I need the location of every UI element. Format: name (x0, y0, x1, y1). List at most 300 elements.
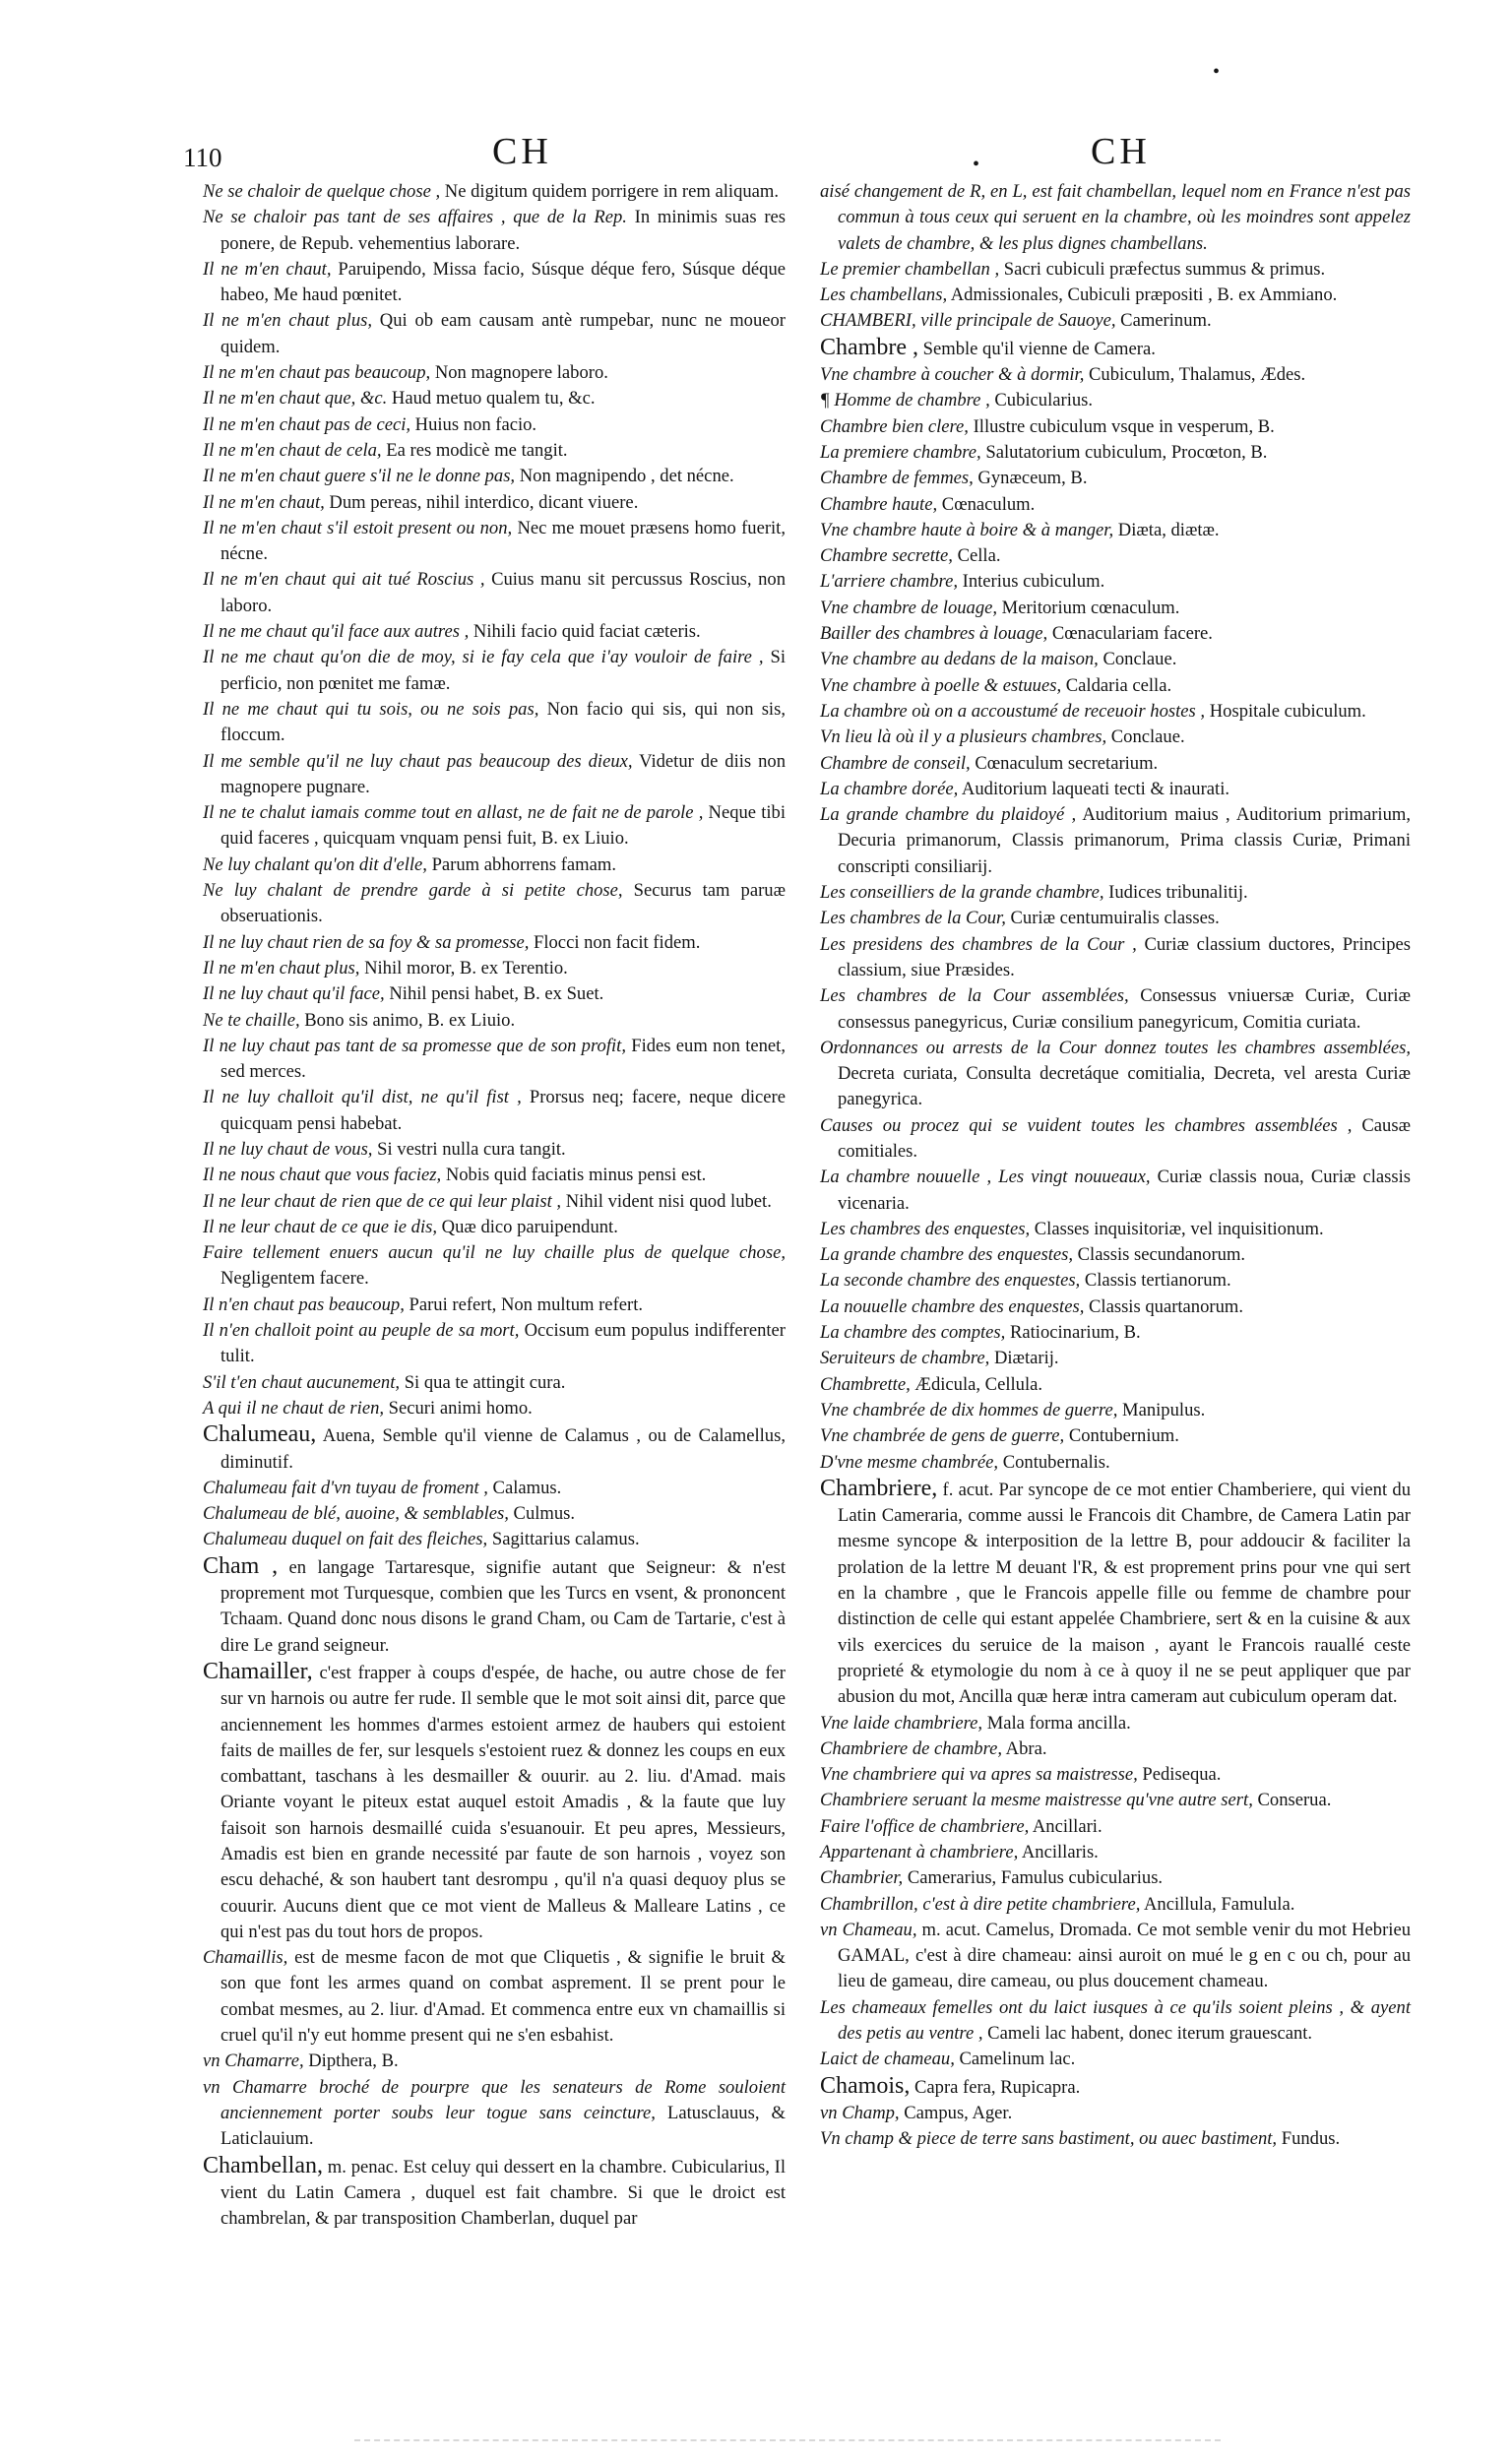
entry-translation: Prorsus neq; facere, neque dicere quicquam pensi habebat. (220, 1087, 786, 1134)
entry-headword: Laict de chameau, (820, 2049, 955, 2070)
entry-translation: Conclaue. (1106, 726, 1185, 748)
dictionary-entry (203, 1476, 786, 1501)
entry-translation: Classis quartanorum. (1084, 1295, 1244, 1317)
dictionary-entry (203, 1318, 786, 1370)
entry-headword: Chalumeau, (203, 1421, 317, 1448)
entry-translation: aisé changement de R, en L, est fait chambellan, lequel nom en France n'est pas commun à tous ceux qui seruent en la chambre, où les moindres sont appelez valets de chambre, & les plus dignes chambellans. (820, 181, 1411, 254)
dictionary-entry (203, 205, 786, 257)
entry-headword: Chalumeau duquel on fait des fleiches, (203, 1529, 488, 1550)
entry-headword: Chambriere, (820, 1475, 938, 1501)
dictionary-entry (203, 800, 786, 852)
entry-translation: Nihil moror, B. ex Terentio. (359, 957, 568, 978)
dictionary-entry (203, 981, 786, 1007)
entry-translation: c'est frapper à coups d'espée, de hache, ou autre chose de fer sur vn harnois ou autre fer rude. Il semble que le mot soit ainsi dit, parce que anciennement les hommes d'armes estoient armez de haubers qui estoient faits de mailles de fer, sur lesquels s'estoient ruez & donnez les coups en eux combattant, taschans à les desmailler & ouurir. au 2. liu. d'Amad. mais Oriante voyant le piteux estat auquel estoit Amadis , & la faute que luy faisoit son harnois desmaillé cuida s'esuanouir. Et peu apres, Messieurs, Amadis est bien en grande necessité par faute de son harnois , voyez son escu dehaché, & son haubert tant desrompu , qu'il n'a quasi dequoy plus se couurir. Aucuns dient que ce mot vient de Malleus & Malleare Latins , ce qui n'est pas du tout hors de propos. (220, 1662, 786, 1942)
entry-headword: ¶ Homme de chambre , (820, 390, 990, 411)
entry-translation: Cameli lac habent, donec iterum grauescant. (982, 2023, 1313, 2045)
entry-translation: f. acut. Par syncope de ce mot entier Chamberiere, qui vient du Latin Cameraria, comme aussi le Francois dit Chambre, de Camera Latin par mesme syncope & interposition de la lettre B, pour addoucir & faciliter la prolation de la lettre M deuant l'R, & est proprement prins pour vne qui sert en la chambre , que le Francois appelle fille ou femme de chambre pour distinction de celle qui estant appelée Chambriere, sert & en la cuisine & aux vils exercices du seruice de la maison , ayant le Francois rauallé ceste proprieté & etymologie du nom à ce à quoy il ne se peut appliquer que par abusion du mot, Ancilla quæ heræ intra cameram aut cubiculum operam dat. (838, 1479, 1411, 1708)
dictionary-entry (820, 440, 1411, 466)
entry-translation: est de mesme facon de mot que Cliquetis , & signifie le bruit & son que font les armes quand on combat asprement. Il se prent pour le combat mesmes, au 2. liur. d'Amad. Et commenca entre eux vn chamaillis si cruel qu'il n'y eut homme present qui ne s'en esbahist. (220, 1947, 786, 2047)
dictionary-entry (820, 1736, 1411, 1762)
dictionary-entry (203, 412, 786, 438)
entry-headword: Chambre , (820, 334, 918, 360)
entry-translation: Si vestri nulla cura tangit. (372, 1138, 566, 1160)
entry-translation: Neque tibi quid faceres , quicquam vnquam pensi fuit, B. ex Liuio. (220, 802, 786, 850)
entry-headword: Vne chambrée de dix hommes de guerre, (820, 1399, 1118, 1420)
entry-headword: Bailler des chambres à louage, (820, 623, 1048, 645)
entry-headword: Appartenant à chambriere, (820, 1842, 1019, 1862)
entry-headword: La grande chambre du plaidoyé , (820, 804, 1077, 826)
dictionary-entry (203, 1215, 786, 1240)
entry-translation: Abra. (1002, 1737, 1047, 1759)
entry-headword: Il ne m'en chaut pas de ceci, (203, 413, 411, 435)
entry-translation: m. acut. Camelus, Dromada. Ce mot semble venir du mot Hebrieu GAMAL, c'est à dire chameau: ainsi auroit on mué le g en c ou ch, pour au lieu de gameau, dire cameau, ou plus doucement chameau. (838, 1919, 1412, 1992)
dictionary-entry (820, 492, 1411, 518)
entry-translation: Ea res modicè me tangit. (381, 439, 568, 461)
entry-headword: Ordonnances ou arrests de la Cour donnez toutes les chambres assemblées, (820, 1037, 1411, 1058)
dictionary-entry (203, 1189, 786, 1215)
dictionary-entry (820, 466, 1411, 491)
entry-translation: Illustre cubiculum vsque in vesperum, B. (968, 415, 1275, 437)
entry-translation: Haud metuo qualem tu, &c. (387, 388, 596, 410)
entry-translation: Admissionales, Cubiculi præpositi , B. ex Ammiano. (947, 284, 1338, 306)
entry-translation: Cella. (952, 545, 1001, 567)
entry-headword: Ne te chaille, (203, 1009, 300, 1031)
dictionary-entry (203, 1659, 786, 1945)
dictionary-entry (820, 2047, 1411, 2072)
entry-translation: Semble qu'il vienne de Camera. (917, 338, 1156, 359)
entry-translation: Culmus. (508, 1503, 576, 1525)
entry-headword: Il ne luy chaut qu'il face, (203, 983, 385, 1005)
entry-translation: Curiæ classium ductores, Principes classium, siue Præsides. (838, 933, 1411, 980)
dictionary-entry (203, 878, 786, 930)
entry-translation: Decreta curiata, Consulta decretáque comitialia, Decreta, vel aresta Curiæ panegyrica. (838, 1063, 1411, 1110)
entry-translation: Diætarij. (989, 1348, 1059, 1369)
print-mark-top-right: • (1213, 61, 1221, 83)
entry-headword: Chambre de femmes, (820, 468, 974, 489)
dictionary-entry (203, 2075, 786, 2153)
entry-translation: Nihil vident nisi quod lubet. (561, 1190, 772, 1212)
dictionary-entry (820, 2073, 1411, 2101)
entry-headword: Il ne m'en chaut de cela, (203, 439, 382, 461)
dictionary-entry (203, 360, 786, 386)
dictionary-entry (820, 1711, 1411, 1736)
entry-headword: Il ne m'en chaut plus, (203, 310, 373, 332)
entry-translation: Campus, Ager. (899, 2102, 1013, 2123)
entry-headword: La nouuelle chambre des enquestes, (820, 1295, 1085, 1317)
dictionary-entry (203, 1370, 786, 1396)
entry-headword: Ne se chaloir pas tant de ses affaires , que de la Rep. (203, 207, 627, 228)
dictionary-entry (820, 308, 1411, 334)
dictionary-entry (820, 932, 1411, 984)
entry-headword: Il ne luy chaut de vous, (203, 1138, 373, 1160)
entry-headword: Vne chambrée de gens de guerre, (820, 1425, 1065, 1447)
entry-headword: Les chameaux femelles ont du laict iusques à ce qu'ils soient pleins , & ayent des petis au ventre , (820, 1996, 1411, 2045)
dictionary-entry (203, 1137, 786, 1163)
dictionary-entry (820, 2126, 1411, 2152)
dictionary-entry (820, 569, 1411, 595)
dictionary-entry (203, 1163, 786, 1188)
entry-headword: vn Chameau, (820, 1919, 917, 1940)
dictionary-entry (820, 1294, 1411, 1320)
entry-headword: Chamois, (820, 2072, 911, 2099)
entry-translation: Cœnaculum secretarium. (970, 752, 1159, 774)
entry-headword: Il ne m'en chaut pas beaucoup, (203, 362, 431, 384)
entry-headword: Chambrette, (820, 1373, 911, 1395)
entry-translation: Quæ dico paruipendunt. (437, 1216, 618, 1237)
entry-headword: Il ne luy chaut rien de sa foy & sa promesse, (203, 931, 530, 953)
dictionary-entry (820, 179, 1411, 257)
entry-translation: Videtur de diis non magnopere pugnare. (220, 750, 787, 797)
entry-headword: S'il t'en chaut aucunement, (203, 1371, 401, 1393)
entry-translation: m. penac. Est celuy qui dessert en la chambre. Cubicularius, Il vient du Latin Camera , duquel est fait chambre. Si que le droict est chambrelan, & par transposition Chamberlan, duquel par (220, 2156, 786, 2230)
dictionary-entry (203, 930, 786, 956)
dictionary-entry (820, 621, 1411, 647)
dictionary-entry (820, 1372, 1411, 1398)
dictionary-entry (820, 1165, 1411, 1217)
entry-translation: Ædicula, Cellula. (910, 1373, 1043, 1395)
dictionary-entry (820, 699, 1411, 725)
dictionary-entry (203, 1501, 786, 1527)
dictionary-entry (203, 490, 786, 516)
entry-translation: Nec me mouet præsens homo fuerit, nécne. (220, 517, 786, 565)
entry-translation: Si qua te attingit cura. (400, 1371, 566, 1393)
dictionary-entry (820, 1995, 1411, 2048)
dictionary-entry (203, 1240, 786, 1293)
entry-headword: Vne laide chambriere, (820, 1712, 983, 1734)
entry-translation: Occisum eum populus indifferenter tulit. (220, 1320, 786, 1367)
entry-translation: Ancillula, Famulula. (1140, 1893, 1295, 1915)
entry-headword: La grande chambre des enquestes, (820, 1244, 1073, 1266)
entry-translation: Capra fera, Rupicapra. (910, 2076, 1081, 2098)
dictionary-entry (820, 880, 1411, 906)
entry-translation: Negligentem facere. (220, 1268, 369, 1290)
entry-headword: L'arriere chambre, (820, 571, 958, 593)
entry-translation: Nihil pensi habet, B. ex Suet. (384, 983, 604, 1005)
entry-headword: Les chambellans, (820, 284, 948, 306)
entry-translation: Curiæ classis noua, Curiæ classis vicenaria. (838, 1167, 1411, 1214)
entry-headword: Chambre bien clere, (820, 415, 969, 437)
entry-headword: vn Chamarre broché de pourpre que les senateurs de Rome souloient anciennement porter soubs leur togue sans ceincture, (203, 2076, 786, 2123)
dictionary-entry (820, 283, 1411, 308)
entry-headword: vn Chamarre, (203, 2051, 304, 2072)
dictionary-entry (820, 725, 1411, 750)
entry-translation: Nobis quid faciatis minus pensi est. (441, 1165, 707, 1186)
entry-translation: Classis tertianorum. (1080, 1270, 1231, 1292)
entry-translation: Diæta, diætæ. (1113, 519, 1220, 540)
entry-headword: Chambre haute, (820, 493, 938, 515)
dictionary-entry (203, 2153, 786, 2233)
dictionary-entry (203, 1396, 786, 1421)
dictionary-entry (820, 1113, 1411, 1166)
dictionary-entry (820, 2101, 1411, 2126)
dictionary-entry (820, 1268, 1411, 1294)
dictionary-entry (203, 645, 786, 697)
entry-translation: Consessus vniuersæ Curiæ, Curiæ consessus panegyricus, Curiæ consilium panegyricum, Comitia curiata. (838, 985, 1411, 1033)
dictionary-entry (820, 906, 1411, 931)
page-number: 110 (183, 143, 222, 172)
entry-translation: Interius cubiculum. (957, 571, 1105, 593)
dictionary-entry (820, 1762, 1411, 1788)
dictionary-entry (203, 567, 786, 619)
dictionary-entry (203, 1527, 786, 1552)
dictionary-entry (203, 516, 786, 568)
entry-translation: Curiæ centumuiralis classes. (1005, 908, 1220, 929)
entry-headword: Causes ou procez qui se vuident toutes les chambres assemblées , (820, 1114, 1353, 1136)
entry-headword: Il ne me chaut qu'il face aux autres , (203, 621, 470, 643)
dictionary-entry (820, 1476, 1411, 1711)
dictionary-entry (820, 257, 1411, 283)
entry-translation: Contubernalis. (998, 1451, 1110, 1473)
entry-translation: Sacri cubiculi præfectus summus & primus. (999, 258, 1326, 280)
entry-headword: Il ne luy chaut pas tant de sa promesse que de son profit, (203, 1035, 626, 1056)
entry-headword: CHAMBERI, ville principale de Sauoye, (820, 310, 1116, 332)
entry-translation: Paruipendo, Missa facio, Súsque déque fero, Súsque déque habeo, Me haud pœnitet. (220, 258, 787, 306)
entry-headword: Les chambres des enquestes, (820, 1218, 1031, 1239)
entry-headword: Ne luy chalant de prendre garde à si petite chose, (203, 880, 623, 902)
dictionary-entry (820, 802, 1411, 880)
entry-translation: Cubicularius. (989, 390, 1094, 411)
dictionary-entry (203, 1293, 786, 1318)
entry-headword: La chambre des comptes, (820, 1322, 1006, 1344)
entry-translation: Latusclauus, & Laticlauium. (220, 2102, 787, 2150)
entry-translation: Non magnipendo , det nécne. (515, 466, 734, 487)
entry-headword: Il me semble qu'il ne luy chaut pas beaucoup des dieux, (203, 750, 633, 772)
entry-translation: Nihili facio quid faciat cæteris. (469, 621, 701, 643)
entry-headword: D'vne mesme chambrée, (820, 1451, 999, 1473)
dictionary-entry (820, 1320, 1411, 1346)
dictionary-entry (820, 647, 1411, 672)
entry-translation: Ratiocinarium, B. (1005, 1322, 1141, 1344)
entry-headword: Ne luy chalant qu'on dit d'elle, (203, 853, 427, 875)
running-head-left: CH (492, 131, 552, 172)
dictionary-entry (820, 673, 1411, 699)
entry-headword: Il ne m'en chaut guere s'il ne le donne pas, (203, 466, 516, 487)
entry-translation: Classis secundanorum. (1073, 1244, 1246, 1266)
dictionary-entry (820, 983, 1411, 1036)
entry-headword: Chalumeau de blé, auoine, & semblables, (203, 1503, 509, 1525)
dictionary-entry (203, 852, 786, 878)
entry-headword: La premiere chambre, (820, 441, 981, 463)
entry-headword: Il ne leur chaut de ce que ie dis, (203, 1216, 438, 1237)
entry-headword: Les conseilliers de la grande chambre, (820, 882, 1104, 904)
dictionary-entry (820, 596, 1411, 621)
entry-headword: Il ne te chalut iamais comme tout en allast, ne de fait ne de parole , (203, 802, 704, 824)
entry-headword: Faire tellement enuers aucun qu'il ne luy chaille plus de quelque chose, (203, 1242, 786, 1264)
dictionary-entry (203, 697, 786, 749)
entry-headword: Cham , (203, 1552, 279, 1579)
entry-headword: Seruiteurs de chambre, (820, 1348, 990, 1369)
entry-headword: Les chambres de la Cour assemblées, (820, 985, 1129, 1007)
entry-translation: Securus tam paruæ obseruationis. (220, 880, 786, 927)
entry-headword: Vne chambre au dedans de la maison, (820, 649, 1099, 670)
entry-headword: La chambre nouuelle , Les vingt nouueaux, (820, 1167, 1151, 1188)
entry-translation: Non magnopere laboro. (430, 362, 608, 384)
entry-headword: Chambriere de chambre, (820, 1737, 1003, 1759)
entry-translation: Salutatorium cubiculum, Procœton, B. (980, 441, 1268, 463)
entry-translation: Ancillaris. (1018, 1842, 1099, 1862)
entry-translation: Fides eum non tenet, sed merces. (220, 1035, 786, 1083)
dictionary-entry (203, 1421, 786, 1476)
entry-headword: Chamaillis, (203, 1947, 288, 1969)
entry-translation: Conclaue. (1098, 649, 1177, 670)
entry-translation: Dipthera, B. (303, 2051, 399, 2072)
entry-translation: Cuius manu sit percussus Roscius, non laboro. (220, 569, 787, 616)
entry-translation: Ne digitum quidem porrigere in rem aliquam. (440, 181, 780, 202)
entry-headword: Chambrillon, c'est à dire petite chambriere, (820, 1893, 1141, 1915)
entry-translation: Flocci non facit fidem. (529, 931, 701, 953)
entry-headword: Il ne me chaut qu'on die de moy, si ie fay cela que i'ay vouloir de faire , (203, 647, 764, 668)
entry-headword: Il ne m'en chaut, (203, 491, 325, 513)
dictionary-entry (203, 386, 786, 411)
entry-headword: Vne chambre de louage, (820, 597, 998, 618)
dictionary-entry (820, 1892, 1411, 1918)
dictionary-entry (820, 1036, 1411, 1113)
entry-headword: Les chambres de la Cour, (820, 908, 1006, 929)
running-head-right: CH (1091, 131, 1151, 172)
dictionary-entry (820, 1840, 1411, 1865)
entry-headword: Il n'en challoit point au peuple de sa mort, (203, 1320, 520, 1342)
entry-headword: Ne se chaloir de quelque chose , (203, 181, 441, 202)
dictionary-entry (203, 619, 786, 645)
entry-translation: Mala forma ancilla. (982, 1712, 1131, 1734)
dictionary-entry (820, 751, 1411, 777)
dictionary-entry (820, 414, 1411, 440)
entry-headword: Il ne nous chaut que vous faciez, (203, 1165, 442, 1186)
dictionary-entry (203, 1945, 786, 2049)
dictionary-entry (203, 179, 786, 205)
entry-headword: Chambellan, (203, 2152, 323, 2178)
entry-headword: La chambre dorée, (820, 778, 959, 799)
entry-headword: Chambre de conseil, (820, 752, 971, 774)
dictionary-entry (203, 1034, 786, 1086)
entry-translation: Hospitale cubiculum. (1205, 700, 1366, 722)
entry-translation: Non facio qui sis, qui non sis, floccum. (220, 698, 786, 746)
dictionary-entry (820, 1450, 1411, 1476)
entry-translation: Conserua. (1252, 1790, 1332, 1811)
entry-translation: Pedisequa. (1137, 1764, 1222, 1786)
entry-translation: Qui ob eam causam antè rumpebar, nunc ne moueor quidem. (220, 310, 786, 357)
dictionary-entry (203, 257, 786, 309)
entry-translation: Causæ comitiales. (838, 1114, 1411, 1162)
dictionary-entry (203, 2049, 786, 2074)
dictionary-entry (820, 1398, 1411, 1423)
entry-headword: Chamailler, (203, 1658, 313, 1684)
dictionary-entry (203, 1085, 786, 1137)
entry-headword: Il ne m'en chaut qui ait tué Roscius , (203, 569, 485, 591)
entry-translation: Huius non facio. (410, 413, 537, 435)
entry-translation: Meritorium cœnaculum. (997, 597, 1180, 618)
entry-translation: Sagittarius calamus. (487, 1529, 640, 1550)
dictionary-entry (203, 1008, 786, 1034)
dictionary-entry (820, 777, 1411, 802)
entry-translation: Calamus. (487, 1477, 562, 1498)
entry-translation: Parui refert, Non multum refert. (404, 1294, 644, 1315)
entry-translation: Camerarius, Famulus cubicularius. (903, 1867, 1164, 1889)
dictionary-entry (820, 335, 1411, 362)
entry-headword: Vne chambre haute à boire & à manger, (820, 519, 1114, 540)
entry-headword: Vn champ & piece de terre sans bastiment, ou auec bastiment, (820, 2128, 1278, 2150)
entry-headword: Chalumeau fait d'vn tuyau de froment , (203, 1477, 488, 1498)
entry-translation: Cubiculum, Thalamus, Ædes. (1084, 364, 1306, 386)
dictionary-entry (203, 749, 786, 801)
entry-translation: Dum pereas, nihil interdico, dicant viuere. (324, 491, 639, 513)
entry-translation: Bono sis animo, B. ex Liuio. (299, 1009, 516, 1031)
entry-translation: Gynæceum, B. (973, 468, 1088, 489)
entry-translation: Si perficio, non pœnitet me famæ. (220, 647, 786, 694)
dictionary-entry (820, 1814, 1411, 1840)
entry-translation: Contubernium. (1064, 1425, 1179, 1447)
entry-headword: Vn lieu là où il y a plusieurs chambres, (820, 726, 1107, 748)
entry-headword: Les presidens des chambres de la Cour , (820, 933, 1137, 955)
dictionary-entry (820, 1423, 1411, 1449)
entry-headword: Chambriere seruant la mesme maistresse qu'vne autre sert, (820, 1790, 1253, 1811)
entry-headword: Vne chambriere qui va apres sa maistresse, (820, 1764, 1138, 1786)
right-column (820, 179, 1411, 2153)
dictionary-entry (820, 1346, 1411, 1371)
print-mark-center: • (973, 154, 980, 175)
entry-translation: en langage Tartaresque, signifie autant que Seigneur: & n'est proprement mot Turquesque, combien que les Turcs en vsent, & prononcent Tchaam. Quand donc nous disons le grand Cham, ou Cam de Tartarie, c'est à dire Le grand seigneur. (220, 1556, 786, 1656)
entry-translation: Iudices tribunalitij. (1103, 882, 1248, 904)
dictionary-entry (820, 388, 1411, 413)
entry-headword: La seconde chambre des enquestes, (820, 1270, 1081, 1292)
entry-translation: In minimis suas res ponere, de Repub. vehementius laborare. (220, 207, 786, 254)
entry-headword: vn Champ, (820, 2102, 900, 2123)
entry-translation: Fundus. (1277, 2128, 1341, 2150)
entry-translation: Classes inquisitoriæ, vel inquisitionum. (1030, 1218, 1324, 1239)
dictionary-entry (820, 1918, 1411, 1995)
dictionary-entry (203, 438, 786, 464)
entry-headword: Il ne m'en chaut plus, (203, 957, 360, 978)
dictionary-entry (203, 308, 786, 360)
entry-headword: Le premier chambellan , (820, 258, 1000, 280)
entry-translation: Auena, Semble qu'il vienne de Calamus , ou de Calamellus, diminutif. (220, 1425, 786, 1473)
entry-headword: Vne chambre à coucher & à dormir, (820, 364, 1085, 386)
dictionary-entry (820, 362, 1411, 388)
entry-headword: Il ne luy challoit qu'il dist, ne qu'il fist , (203, 1087, 522, 1108)
entry-translation: Auditorium laqueati tecti & inaurati. (958, 778, 1230, 799)
entry-translation: Parum abhorrens famam. (426, 853, 617, 875)
entry-headword: Il ne m'en chaut s'il estoit present ou non, (203, 517, 513, 538)
entry-headword: Il ne me chaut qui tu sois, ou ne sois pas, (203, 698, 539, 720)
entry-headword: Chambrier, (820, 1867, 904, 1889)
entry-translation: Securi animi homo. (384, 1397, 533, 1419)
dictionary-entry (820, 1865, 1411, 1891)
entry-headword: La chambre où on a accoustumé de receuoir hostes , (820, 700, 1206, 722)
entry-headword: Il ne m'en chaut, (203, 258, 332, 280)
entry-translation: Camelinum lac. (954, 2049, 1076, 2070)
dictionary-entry (820, 543, 1411, 569)
entry-translation: Manipulus. (1117, 1399, 1206, 1420)
dictionary-entry (203, 1553, 786, 1659)
entry-headword: Il ne m'en chaut que, &c. (203, 388, 388, 410)
left-column (203, 179, 786, 2232)
dictionary-entry (820, 1242, 1411, 1268)
entry-translation: Cœnaculum. (937, 493, 1036, 515)
dictionary-entry (203, 464, 786, 489)
entry-headword: Il ne leur chaut de rien que de ce qui leur plaist , (203, 1190, 562, 1212)
entry-translation: Caldaria cella. (1061, 674, 1172, 696)
entry-translation: Cœnaculariam facere. (1047, 623, 1213, 645)
dictionary-entry (203, 956, 786, 981)
entry-headword: A qui il ne chaut de rien, (203, 1397, 385, 1419)
dictionary-entry (820, 1217, 1411, 1242)
dictionary-entry (820, 1788, 1411, 1813)
entry-headword: Vne chambre à poelle & estuues, (820, 674, 1062, 696)
dictionary-entry (820, 518, 1411, 543)
entry-translation: Ancillari. (1029, 1815, 1102, 1837)
entry-translation: Camerinum. (1115, 310, 1212, 332)
entry-headword: Faire l'office de chambriere, (820, 1815, 1030, 1837)
